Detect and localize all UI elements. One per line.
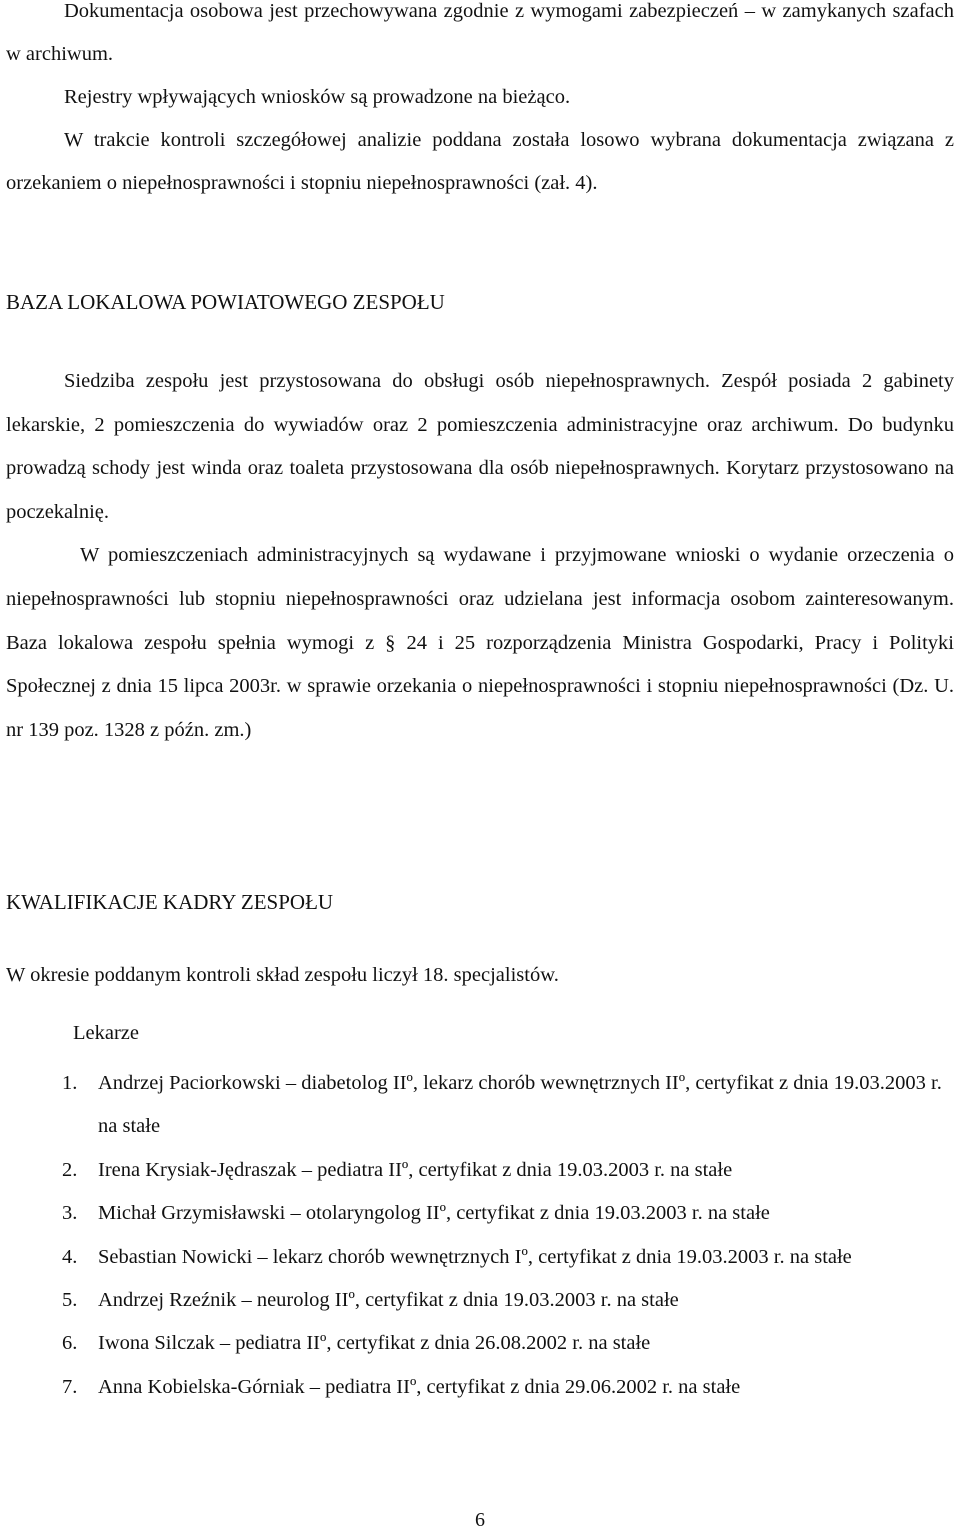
list-item-number: 3. [62, 1202, 78, 1225]
page-number: 6 [475, 1509, 485, 1531]
intro-paragraph-archive: Dokumentacja osobowa jest przechowywana zgodnie z wymogami zabezpieczeń – w zamykanych szafach w archiwum. [6, 0, 954, 65]
list-item-text: Anna Kobielska-Górniak – pediatra IIº, certyfikat z dnia 29.06.2002 r. na stałe [98, 1375, 741, 1398]
baza-paragraph-requirements: W pomieszczeniach administracyjnych są wydawane i przyjmowane wnioski o wydanie orzeczenia o niepełnosprawności lub stopniu niepełnosprawności oraz udzielana jest informacja osobom zainteresowanym. Baza lokalowa zespołu spełnia wymogi z § 24 i 25 rozporządzenia Ministra Gospodarki, Pracy i Polityki Społecznej z dnia 15 lipca 2003r. w sprawie orzekania o niepełnosprawności i stopniu niepełnosprawności (Dz. U. nr 139 poz. 1328 z późn. zm.) [6, 544, 954, 741]
list-item-text: Andrzej Rzeźnik – neurolog IIº, certyfikat z dnia 19.03.2003 r. na stałe [98, 1289, 679, 1312]
list-item [62, 1192, 957, 1235]
baza-paragraph-premises: Siedziba zespołu jest przystosowana do obsługi osób niepełnosprawnych. Zespół posiada 2 gabinety lekarskie, 2 pomieszczenia do wywiadów oraz 2 pomieszczenia administracyjne oraz archiwum. Do budynku prowadzą schody jest winda oraz toaleta przystosowana dla osób niepełnosprawnych. Korytarz przystosowano na poczekalnię. [6, 370, 954, 523]
intro-paragraph-registers: Rejestry wpływających wniosków są prowadzone na bieżąco. [64, 86, 571, 108]
subheading-lekarze: Lekarze [73, 1022, 139, 1044]
doctor-list [62, 1062, 957, 1409]
section-heading-baza: BAZA LOKALOWA POWIATOWEGO ZESPOŁU [6, 290, 445, 314]
list-item-number: 2. [62, 1158, 78, 1181]
list-item [62, 1279, 957, 1322]
baza-block [6, 360, 954, 752]
list-item-text: Irena Krysiak-Jędraszak – pediatra IIº, certyfikat z dnia 19.03.2003 r. na stałe [98, 1158, 733, 1181]
kwalifikacje-paragraph-staff-count: W okresie poddanym kontroli skład zespołu liczył 18. specjalistów. [6, 964, 559, 986]
list-item-number: 5. [62, 1289, 78, 1312]
list-item [62, 1149, 957, 1192]
section-heading-kwalifikacje: KWALIFIKACJE KADRY ZESPOŁU [6, 890, 334, 914]
intro-block [6, 0, 954, 205]
list-item [62, 1322, 957, 1365]
list-item-text: Andrzej Paciorkowski – diabetolog IIº, lekarz chorób wewnętrznych IIº, certyfikat z dnia 19.03.2003 r. na stałe [98, 1072, 942, 1138]
intro-paragraph-inspection: W trakcie kontroli szczegółowej analizie poddana została losowo wybrana dokumentacja związana z orzekaniem o niepełnosprawności i stopniu niepełnosprawności (zał. 4). [6, 129, 954, 194]
list-item [62, 1236, 957, 1279]
list-item [62, 1366, 957, 1409]
list-item-number: 7. [62, 1375, 78, 1398]
list-item [62, 1062, 957, 1149]
list-item-number: 1. [62, 1072, 78, 1094]
list-item-number: 6. [62, 1332, 78, 1355]
list-item-text: Sebastian Nowicki – lekarz chorób wewnętrznych Iº, certyfikat z dnia 19.03.2003 r. na stałe [98, 1245, 852, 1268]
list-item-number: 4. [62, 1245, 78, 1268]
list-item-text: Iwona Silczak – pediatra IIº, certyfikat z dnia 26.08.2002 r. na stałe [98, 1332, 651, 1355]
list-item-text: Michał Grzymisławski – otolaryngolog IIº, certyfikat z dnia 19.03.2003 r. na stałe [98, 1202, 770, 1225]
